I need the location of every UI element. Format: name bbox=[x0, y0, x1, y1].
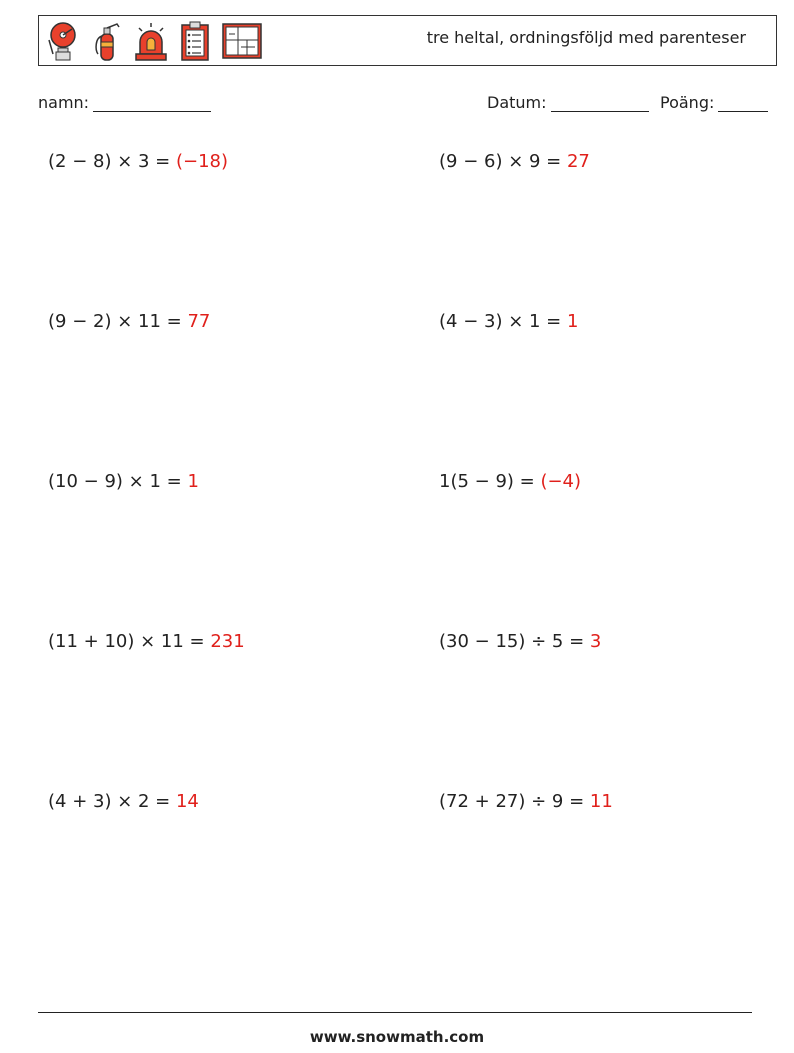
siren-light-icon bbox=[133, 20, 169, 62]
footer-divider bbox=[38, 1012, 752, 1013]
problem-answer: 1 bbox=[187, 471, 199, 492]
problem-answer: 3 bbox=[589, 631, 602, 652]
score-label: Poäng: bbox=[660, 93, 715, 112]
problem-8 bbox=[439, 631, 601, 652]
problem-7 bbox=[48, 631, 245, 652]
problem-expression: (4 + 3) × 2 = bbox=[48, 791, 176, 812]
problem-expression: 1(5 − 9) = bbox=[439, 471, 541, 492]
problem-answer: 14 bbox=[175, 791, 199, 812]
score-field bbox=[660, 93, 768, 112]
problem-answer: (−4) bbox=[540, 471, 582, 492]
problem-answer: (−18) bbox=[175, 151, 229, 172]
worksheet-title: tre heltal, ordningsföljd med parenteser bbox=[426, 28, 746, 47]
problem-3 bbox=[48, 311, 210, 332]
date-label: Datum: bbox=[487, 93, 547, 112]
problem-expression: (30 − 15) ÷ 5 = bbox=[439, 631, 590, 652]
score-blank[interactable] bbox=[718, 95, 768, 112]
problem-6 bbox=[439, 471, 581, 492]
name-label: namn: bbox=[38, 93, 90, 112]
problem-expression: (9 − 2) × 11 = bbox=[48, 311, 188, 332]
floor-plan-icon bbox=[221, 20, 263, 62]
problem-9 bbox=[48, 791, 199, 812]
problem-expression: (11 + 10) × 11 = bbox=[48, 631, 211, 652]
problem-4 bbox=[439, 311, 578, 332]
problem-2 bbox=[439, 151, 590, 172]
problem-expression: (72 + 27) ÷ 9 = bbox=[439, 791, 590, 812]
footer-url[interactable]: www.snowmath.com bbox=[309, 1028, 485, 1046]
problem-5 bbox=[48, 471, 199, 492]
problem-expression: (9 − 6) × 9 = bbox=[439, 151, 567, 172]
problem-expression: (4 − 3) × 1 = bbox=[439, 311, 567, 332]
name-blank[interactable] bbox=[93, 95, 211, 112]
problem-expression: (10 − 9) × 1 = bbox=[48, 471, 188, 492]
problem-answer: 11 bbox=[589, 791, 613, 812]
problem-10 bbox=[439, 791, 613, 812]
date-field bbox=[487, 93, 649, 112]
problem-answer: 77 bbox=[187, 311, 211, 332]
header-icons bbox=[45, 20, 263, 62]
header-box bbox=[38, 15, 777, 66]
problem-answer: 231 bbox=[210, 631, 245, 652]
fire-extinguisher-icon bbox=[89, 20, 125, 62]
name-field bbox=[38, 93, 211, 112]
problem-1 bbox=[48, 151, 228, 172]
date-blank[interactable] bbox=[551, 95, 649, 112]
problem-expression: (2 − 8) × 3 = bbox=[48, 151, 176, 172]
checklist-clipboard-icon bbox=[177, 20, 213, 62]
alarm-bell-icon bbox=[45, 20, 81, 62]
problem-answer: 27 bbox=[566, 151, 590, 172]
problem-answer: 1 bbox=[566, 311, 579, 332]
